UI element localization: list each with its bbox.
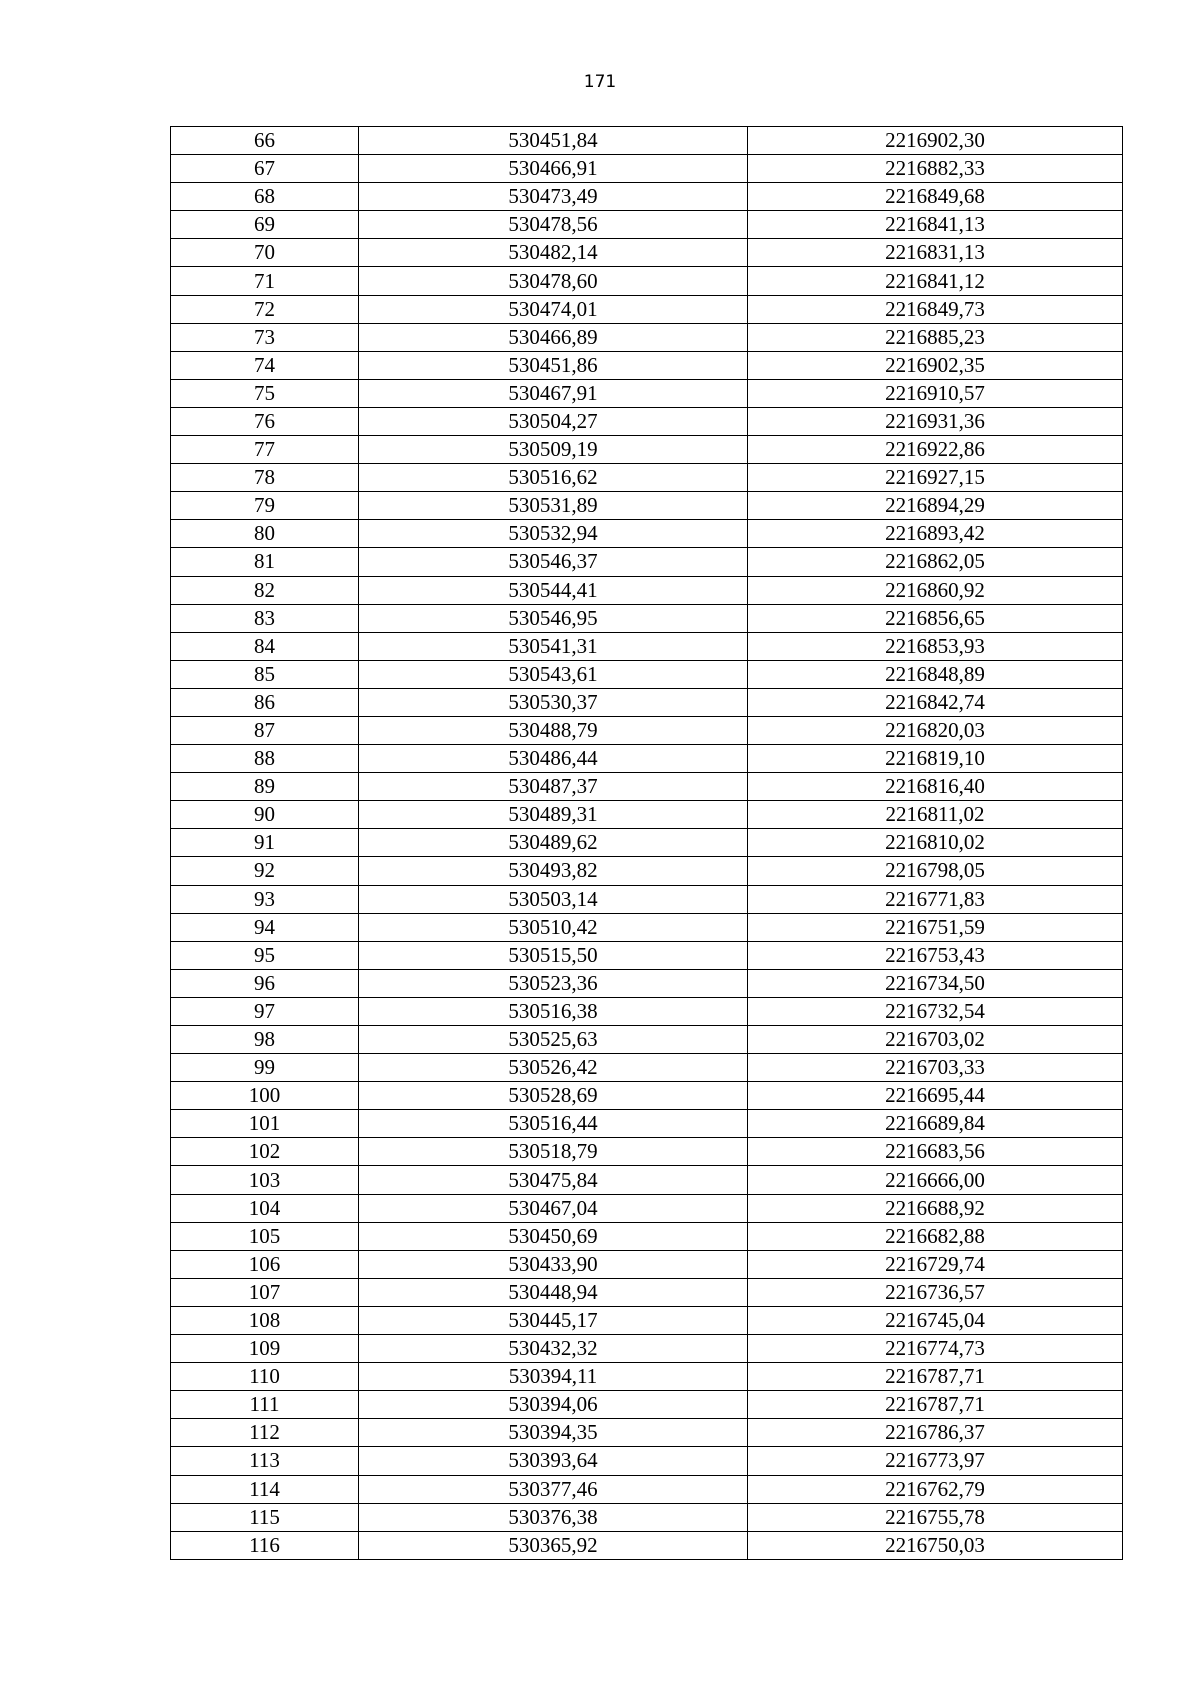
x-coordinate-cell: 530467,04: [359, 1194, 748, 1222]
point-number-cell: 107: [171, 1278, 359, 1306]
y-coordinate-cell: 2216849,68: [748, 183, 1123, 211]
point-number-cell: 78: [171, 464, 359, 492]
y-coordinate-cell: 2216931,36: [748, 407, 1123, 435]
point-number-cell: 73: [171, 323, 359, 351]
x-coordinate-cell: 530509,19: [359, 436, 748, 464]
y-coordinate-cell: 2216787,71: [748, 1391, 1123, 1419]
table-row: [171, 323, 1123, 351]
table-row: [171, 885, 1123, 913]
table-row: [171, 857, 1123, 885]
point-number-cell: 93: [171, 885, 359, 913]
x-coordinate-cell: 530450,69: [359, 1222, 748, 1250]
point-number-cell: 86: [171, 688, 359, 716]
table-row: [171, 1026, 1123, 1054]
x-coordinate-cell: 530526,42: [359, 1054, 748, 1082]
table-row: [171, 183, 1123, 211]
y-coordinate-cell: 2216787,71: [748, 1363, 1123, 1391]
point-number-cell: 71: [171, 267, 359, 295]
x-coordinate-cell: 530531,89: [359, 492, 748, 520]
y-coordinate-cell: 2216703,33: [748, 1054, 1123, 1082]
table-row: [171, 1166, 1123, 1194]
x-coordinate-cell: 530525,63: [359, 1026, 748, 1054]
y-coordinate-cell: 2216773,97: [748, 1447, 1123, 1475]
y-coordinate-cell: 2216856,65: [748, 604, 1123, 632]
y-coordinate-cell: 2216666,00: [748, 1166, 1123, 1194]
x-coordinate-cell: 530448,94: [359, 1278, 748, 1306]
point-number-cell: 84: [171, 632, 359, 660]
table-row: [171, 267, 1123, 295]
point-number-cell: 108: [171, 1306, 359, 1334]
x-coordinate-cell: 530451,86: [359, 351, 748, 379]
point-number-cell: 92: [171, 857, 359, 885]
point-number-cell: 89: [171, 773, 359, 801]
y-coordinate-cell: 2216922,86: [748, 436, 1123, 464]
x-coordinate-cell: 530466,89: [359, 323, 748, 351]
y-coordinate-cell: 2216810,02: [748, 829, 1123, 857]
y-coordinate-cell: 2216927,15: [748, 464, 1123, 492]
table-row: [171, 632, 1123, 660]
point-number-cell: 81: [171, 548, 359, 576]
x-coordinate-cell: 530530,37: [359, 688, 748, 716]
y-coordinate-cell: 2216798,05: [748, 857, 1123, 885]
table-row: [171, 1278, 1123, 1306]
x-coordinate-cell: 530433,90: [359, 1250, 748, 1278]
y-coordinate-cell: 2216688,92: [748, 1194, 1123, 1222]
point-number-cell: 95: [171, 941, 359, 969]
x-coordinate-cell: 530503,14: [359, 885, 748, 913]
table-row: [171, 1054, 1123, 1082]
table-row: [171, 1194, 1123, 1222]
table-row: [171, 1222, 1123, 1250]
x-coordinate-cell: 530487,37: [359, 773, 748, 801]
y-coordinate-cell: 2216893,42: [748, 520, 1123, 548]
y-coordinate-cell: 2216729,74: [748, 1250, 1123, 1278]
point-number-cell: 70: [171, 239, 359, 267]
y-coordinate-cell: 2216820,03: [748, 716, 1123, 744]
y-coordinate-cell: 2216816,40: [748, 773, 1123, 801]
point-number-cell: 106: [171, 1250, 359, 1278]
table-row: [171, 1363, 1123, 1391]
table-row: [171, 1391, 1123, 1419]
page-number: 171: [583, 72, 617, 92]
x-coordinate-cell: 530432,32: [359, 1335, 748, 1363]
point-number-cell: 87: [171, 716, 359, 744]
y-coordinate-cell: 2216695,44: [748, 1082, 1123, 1110]
table-row: [171, 1503, 1123, 1531]
y-coordinate-cell: 2216732,54: [748, 997, 1123, 1025]
point-number-cell: 101: [171, 1110, 359, 1138]
y-coordinate-cell: 2216682,88: [748, 1222, 1123, 1250]
table-row: [171, 351, 1123, 379]
y-coordinate-cell: 2216762,79: [748, 1475, 1123, 1503]
y-coordinate-cell: 2216860,92: [748, 576, 1123, 604]
x-coordinate-cell: 530466,91: [359, 155, 748, 183]
table-row: [171, 520, 1123, 548]
coordinates-table-body: [171, 127, 1123, 1560]
x-coordinate-cell: 530467,91: [359, 379, 748, 407]
x-coordinate-cell: 530546,37: [359, 548, 748, 576]
table-row: [171, 576, 1123, 604]
point-number-cell: 103: [171, 1166, 359, 1194]
point-number-cell: 94: [171, 913, 359, 941]
x-coordinate-cell: 530482,14: [359, 239, 748, 267]
x-coordinate-cell: 530478,56: [359, 211, 748, 239]
point-number-cell: 90: [171, 801, 359, 829]
y-coordinate-cell: 2216902,35: [748, 351, 1123, 379]
table-row: [171, 745, 1123, 773]
table-row: [171, 379, 1123, 407]
x-coordinate-cell: 530489,31: [359, 801, 748, 829]
y-coordinate-cell: 2216811,02: [748, 801, 1123, 829]
coordinates-table: [170, 126, 1123, 1560]
table-row: [171, 464, 1123, 492]
x-coordinate-cell: 530543,61: [359, 660, 748, 688]
table-row: [171, 295, 1123, 323]
point-number-cell: 100: [171, 1082, 359, 1110]
x-coordinate-cell: 530493,82: [359, 857, 748, 885]
x-coordinate-cell: 530523,36: [359, 969, 748, 997]
x-coordinate-cell: 530394,35: [359, 1419, 748, 1447]
y-coordinate-cell: 2216683,56: [748, 1138, 1123, 1166]
table-row: [171, 548, 1123, 576]
point-number-cell: 112: [171, 1419, 359, 1447]
point-number-cell: 74: [171, 351, 359, 379]
y-coordinate-cell: 2216848,89: [748, 660, 1123, 688]
table-row: [171, 913, 1123, 941]
table-row: [171, 1082, 1123, 1110]
point-number-cell: 69: [171, 211, 359, 239]
y-coordinate-cell: 2216910,57: [748, 379, 1123, 407]
x-coordinate-cell: 530541,31: [359, 632, 748, 660]
y-coordinate-cell: 2216842,74: [748, 688, 1123, 716]
point-number-cell: 109: [171, 1335, 359, 1363]
point-number-cell: 110: [171, 1363, 359, 1391]
table-row: [171, 211, 1123, 239]
point-number-cell: 88: [171, 745, 359, 773]
x-coordinate-cell: 530394,06: [359, 1391, 748, 1419]
y-coordinate-cell: 2216750,03: [748, 1531, 1123, 1559]
x-coordinate-cell: 530504,27: [359, 407, 748, 435]
table-row: [171, 492, 1123, 520]
y-coordinate-cell: 2216849,73: [748, 295, 1123, 323]
point-number-cell: 67: [171, 155, 359, 183]
x-coordinate-cell: 530518,79: [359, 1138, 748, 1166]
y-coordinate-cell: 2216902,30: [748, 127, 1123, 155]
point-number-cell: 91: [171, 829, 359, 857]
table-row: [171, 1531, 1123, 1559]
x-coordinate-cell: 530486,44: [359, 745, 748, 773]
y-coordinate-cell: 2216841,13: [748, 211, 1123, 239]
y-coordinate-cell: 2216882,33: [748, 155, 1123, 183]
point-number-cell: 75: [171, 379, 359, 407]
x-coordinate-cell: 530516,38: [359, 997, 748, 1025]
point-number-cell: 77: [171, 436, 359, 464]
y-coordinate-cell: 2216894,29: [748, 492, 1123, 520]
y-coordinate-cell: 2216786,37: [748, 1419, 1123, 1447]
table-row: [171, 969, 1123, 997]
table-row: [171, 1335, 1123, 1363]
point-number-cell: 115: [171, 1503, 359, 1531]
point-number-cell: 114: [171, 1475, 359, 1503]
y-coordinate-cell: 2216862,05: [748, 548, 1123, 576]
point-number-cell: 113: [171, 1447, 359, 1475]
y-coordinate-cell: 2216841,12: [748, 267, 1123, 295]
x-coordinate-cell: 530515,50: [359, 941, 748, 969]
point-number-cell: 102: [171, 1138, 359, 1166]
x-coordinate-cell: 530445,17: [359, 1306, 748, 1334]
x-coordinate-cell: 530474,01: [359, 295, 748, 323]
x-coordinate-cell: 530546,95: [359, 604, 748, 632]
y-coordinate-cell: 2216751,59: [748, 913, 1123, 941]
y-coordinate-cell: 2216703,02: [748, 1026, 1123, 1054]
table-row: [171, 1475, 1123, 1503]
table-row: [171, 801, 1123, 829]
table-row: [171, 773, 1123, 801]
x-coordinate-cell: 530451,84: [359, 127, 748, 155]
x-coordinate-cell: 530365,92: [359, 1531, 748, 1559]
table-row: [171, 688, 1123, 716]
x-coordinate-cell: 530516,62: [359, 464, 748, 492]
point-number-cell: 82: [171, 576, 359, 604]
x-coordinate-cell: 530544,41: [359, 576, 748, 604]
y-coordinate-cell: 2216771,83: [748, 885, 1123, 913]
x-coordinate-cell: 530528,69: [359, 1082, 748, 1110]
point-number-cell: 72: [171, 295, 359, 323]
table-row: [171, 239, 1123, 267]
x-coordinate-cell: 530532,94: [359, 520, 748, 548]
table-row: [171, 1447, 1123, 1475]
table-row: [171, 1138, 1123, 1166]
y-coordinate-cell: 2216819,10: [748, 745, 1123, 773]
y-coordinate-cell: 2216734,50: [748, 969, 1123, 997]
x-coordinate-cell: 530393,64: [359, 1447, 748, 1475]
y-coordinate-cell: 2216736,57: [748, 1278, 1123, 1306]
table-row: [171, 1306, 1123, 1334]
x-coordinate-cell: 530516,44: [359, 1110, 748, 1138]
x-coordinate-cell: 530489,62: [359, 829, 748, 857]
table-row: [171, 660, 1123, 688]
point-number-cell: 104: [171, 1194, 359, 1222]
y-coordinate-cell: 2216745,04: [748, 1306, 1123, 1334]
point-number-cell: 66: [171, 127, 359, 155]
x-coordinate-cell: 530473,49: [359, 183, 748, 211]
y-coordinate-cell: 2216774,73: [748, 1335, 1123, 1363]
x-coordinate-cell: 530478,60: [359, 267, 748, 295]
x-coordinate-cell: 530488,79: [359, 716, 748, 744]
x-coordinate-cell: 530475,84: [359, 1166, 748, 1194]
point-number-cell: 99: [171, 1054, 359, 1082]
y-coordinate-cell: 2216831,13: [748, 239, 1123, 267]
point-number-cell: 111: [171, 1391, 359, 1419]
table-row: [171, 436, 1123, 464]
table-row: [171, 1250, 1123, 1278]
table-row: [171, 829, 1123, 857]
y-coordinate-cell: 2216753,43: [748, 941, 1123, 969]
y-coordinate-cell: 2216689,84: [748, 1110, 1123, 1138]
y-coordinate-cell: 2216885,23: [748, 323, 1123, 351]
point-number-cell: 83: [171, 604, 359, 632]
table-row: [171, 1419, 1123, 1447]
y-coordinate-cell: 2216755,78: [748, 1503, 1123, 1531]
point-number-cell: 105: [171, 1222, 359, 1250]
point-number-cell: 79: [171, 492, 359, 520]
x-coordinate-cell: 530376,38: [359, 1503, 748, 1531]
x-coordinate-cell: 530510,42: [359, 913, 748, 941]
point-number-cell: 97: [171, 997, 359, 1025]
table-row: [171, 407, 1123, 435]
table-row: [171, 604, 1123, 632]
table-row: [171, 941, 1123, 969]
point-number-cell: 98: [171, 1026, 359, 1054]
table-row: [171, 716, 1123, 744]
table-row: [171, 997, 1123, 1025]
x-coordinate-cell: 530394,11: [359, 1363, 748, 1391]
x-coordinate-cell: 530377,46: [359, 1475, 748, 1503]
point-number-cell: 68: [171, 183, 359, 211]
point-number-cell: 96: [171, 969, 359, 997]
table-row: [171, 1110, 1123, 1138]
point-number-cell: 80: [171, 520, 359, 548]
point-number-cell: 116: [171, 1531, 359, 1559]
y-coordinate-cell: 2216853,93: [748, 632, 1123, 660]
table-row: [171, 127, 1123, 155]
point-number-cell: 85: [171, 660, 359, 688]
table-row: [171, 155, 1123, 183]
point-number-cell: 76: [171, 407, 359, 435]
